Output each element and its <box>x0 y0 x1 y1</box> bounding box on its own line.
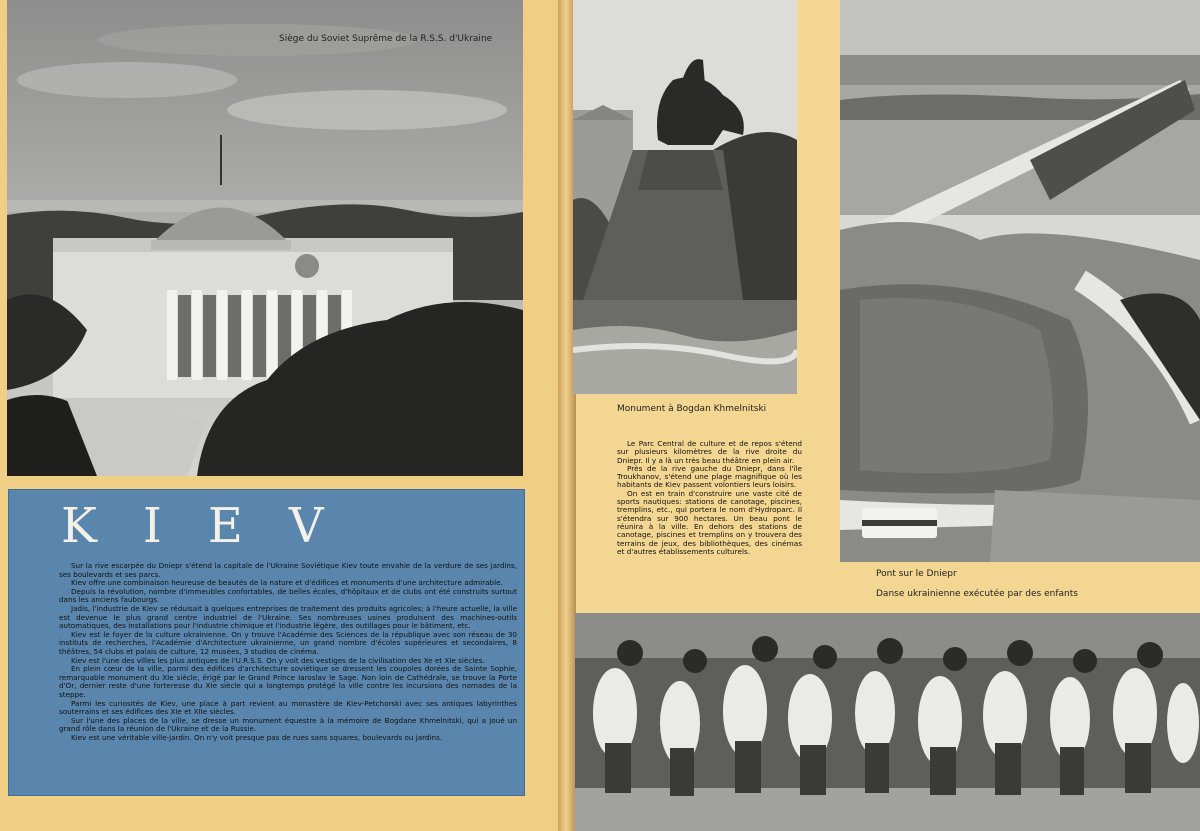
caption-dance: Danse ukrainienne exécutée par des enfants <box>876 589 1078 599</box>
kiev-body-text <box>59 562 517 742</box>
kiev-paragraph: Sur la rive escarpée du Dniepr s'étend la capitale de l'Ukraine Soviétique Kiev toute envahie de la verdure de ses jardins, ses boulevards et ses parcs. <box>59 561 517 579</box>
caption-supreme-soviet: Siège du Soviet Suprême de la R.S.S. d'Ukraine <box>279 34 493 44</box>
kiev-paragraph: Sur l'une des places de la ville, se dresse un monument équestre à la mémoire de Bogdane Khmelnitski, qui a joué un grand rôle dans la réunion de l'Ukraine et de la Russie. <box>59 715 517 734</box>
kiev-text-panel <box>8 489 525 796</box>
supreme-soviet-photo <box>7 0 523 476</box>
park-text <box>617 440 802 556</box>
kiev-paragraph: Jadis, l'industrie de Kiev se réduisait à quelques entreprises de traitement des produits agricoles; à l'heure actuelle, la ville est devenue le plus grand centre industriel de l'Ukraine. Ses nombreuses usines produisent des machines-outils automatiques, des installations pour l'industrie chimique et l'industrie légère, des outillages pour le bâtiment, etc. <box>59 603 517 631</box>
kiev-paragraph: En plein cœur de la ville, parmi des édifices d'architecture soviétique se dressent les coupoles dorées de Sainte Sophie, remarquable monument du XIe siècle, érigé par le Grand Prince Iaroslav le Sage. Non loin de Cathédrale, se trouve la Porte d'Or, dernier reste d'une forteresse du XIe siècle qui a longtemps protégé la ville contre les incursions des nomades de la steppe. <box>59 664 517 699</box>
kiev-paragraph: Kiev est une véritable ville-jardin. On n'y voit presque pas de rues sans squares, boulevards ou jardins. <box>71 732 443 742</box>
khmelnitski-monument-photo <box>573 0 797 394</box>
dnieper-bridge-photo <box>840 0 1200 562</box>
kiev-paragraph: Depuis la révolution, nombre d'immeubles confortables, de belles écoles, d'hôpitaux et de clubs ont été construits surtout dans les anciens faubourgs. <box>59 586 517 605</box>
kiev-heading: KIEV <box>61 498 370 554</box>
kiev-paragraph: Kiev est l'une des villes les plus antiques de l'U.R.S.S. On y voit des vestiges de la civilisation des Xe et XIe siècles. <box>71 655 485 665</box>
park-paragraph: On est en train d'construire une vaste cité de sports nautiques: stations de canotage, piscines, tremplins, etc., qui portera le nom d'Hydroparc. Il s'étendra sur 900 hectares. Un beau pont le réunira à la ville. En dehors des stations de canotage, piscines et tremplins on y trouvera des terrains de jeux, des bibliothèques, des cinémas et d'autres établissements culturels. <box>617 488 802 556</box>
kiev-paragraph: Kiev est le foyer de la culture ukrainienne. On y trouve l'Académie des Sciences de la république avec son réseau de 30 instituts de recherches, l'Académie d'Architecture ukrainienne, un grand nombre d'écoles supérieures et secondaires, 8 théâtres, 54 clubs et palais de culture, 12 musées, 3 studios de cinéma. <box>59 629 517 656</box>
caption-bridge: Pont sur le Dniepr <box>876 569 957 579</box>
park-paragraph: Le Parc Central de culture et de repos s'étend sur plusieurs kilomètres de la rive droite du Dniepr. Il y a là un très beau théâtre en plein air. <box>617 439 802 465</box>
park-paragraph: Près de la rive gauche du Dniepr, dans l'île Troukhanov, s'étend une plage magnifique où les habitants de Kiev passent volontiers leurs loisirs. <box>617 463 802 490</box>
kiev-paragraph: Kiev offre une combinaison heureuse de beautés de la nature et d'édifices et monuments d'une architecture admirable. <box>71 578 503 588</box>
kiev-paragraph: Parmi les curiosités de Kiev, une place à part revient au monastère de Kiev-Petchorski avec ses antiques labyrinthes souterrains et ses édifices des XIe et XIIe siècles. <box>59 698 517 717</box>
children-dance-photo <box>575 613 1200 831</box>
caption-monument: Monument à Bogdan Khmelnitski <box>617 404 767 414</box>
